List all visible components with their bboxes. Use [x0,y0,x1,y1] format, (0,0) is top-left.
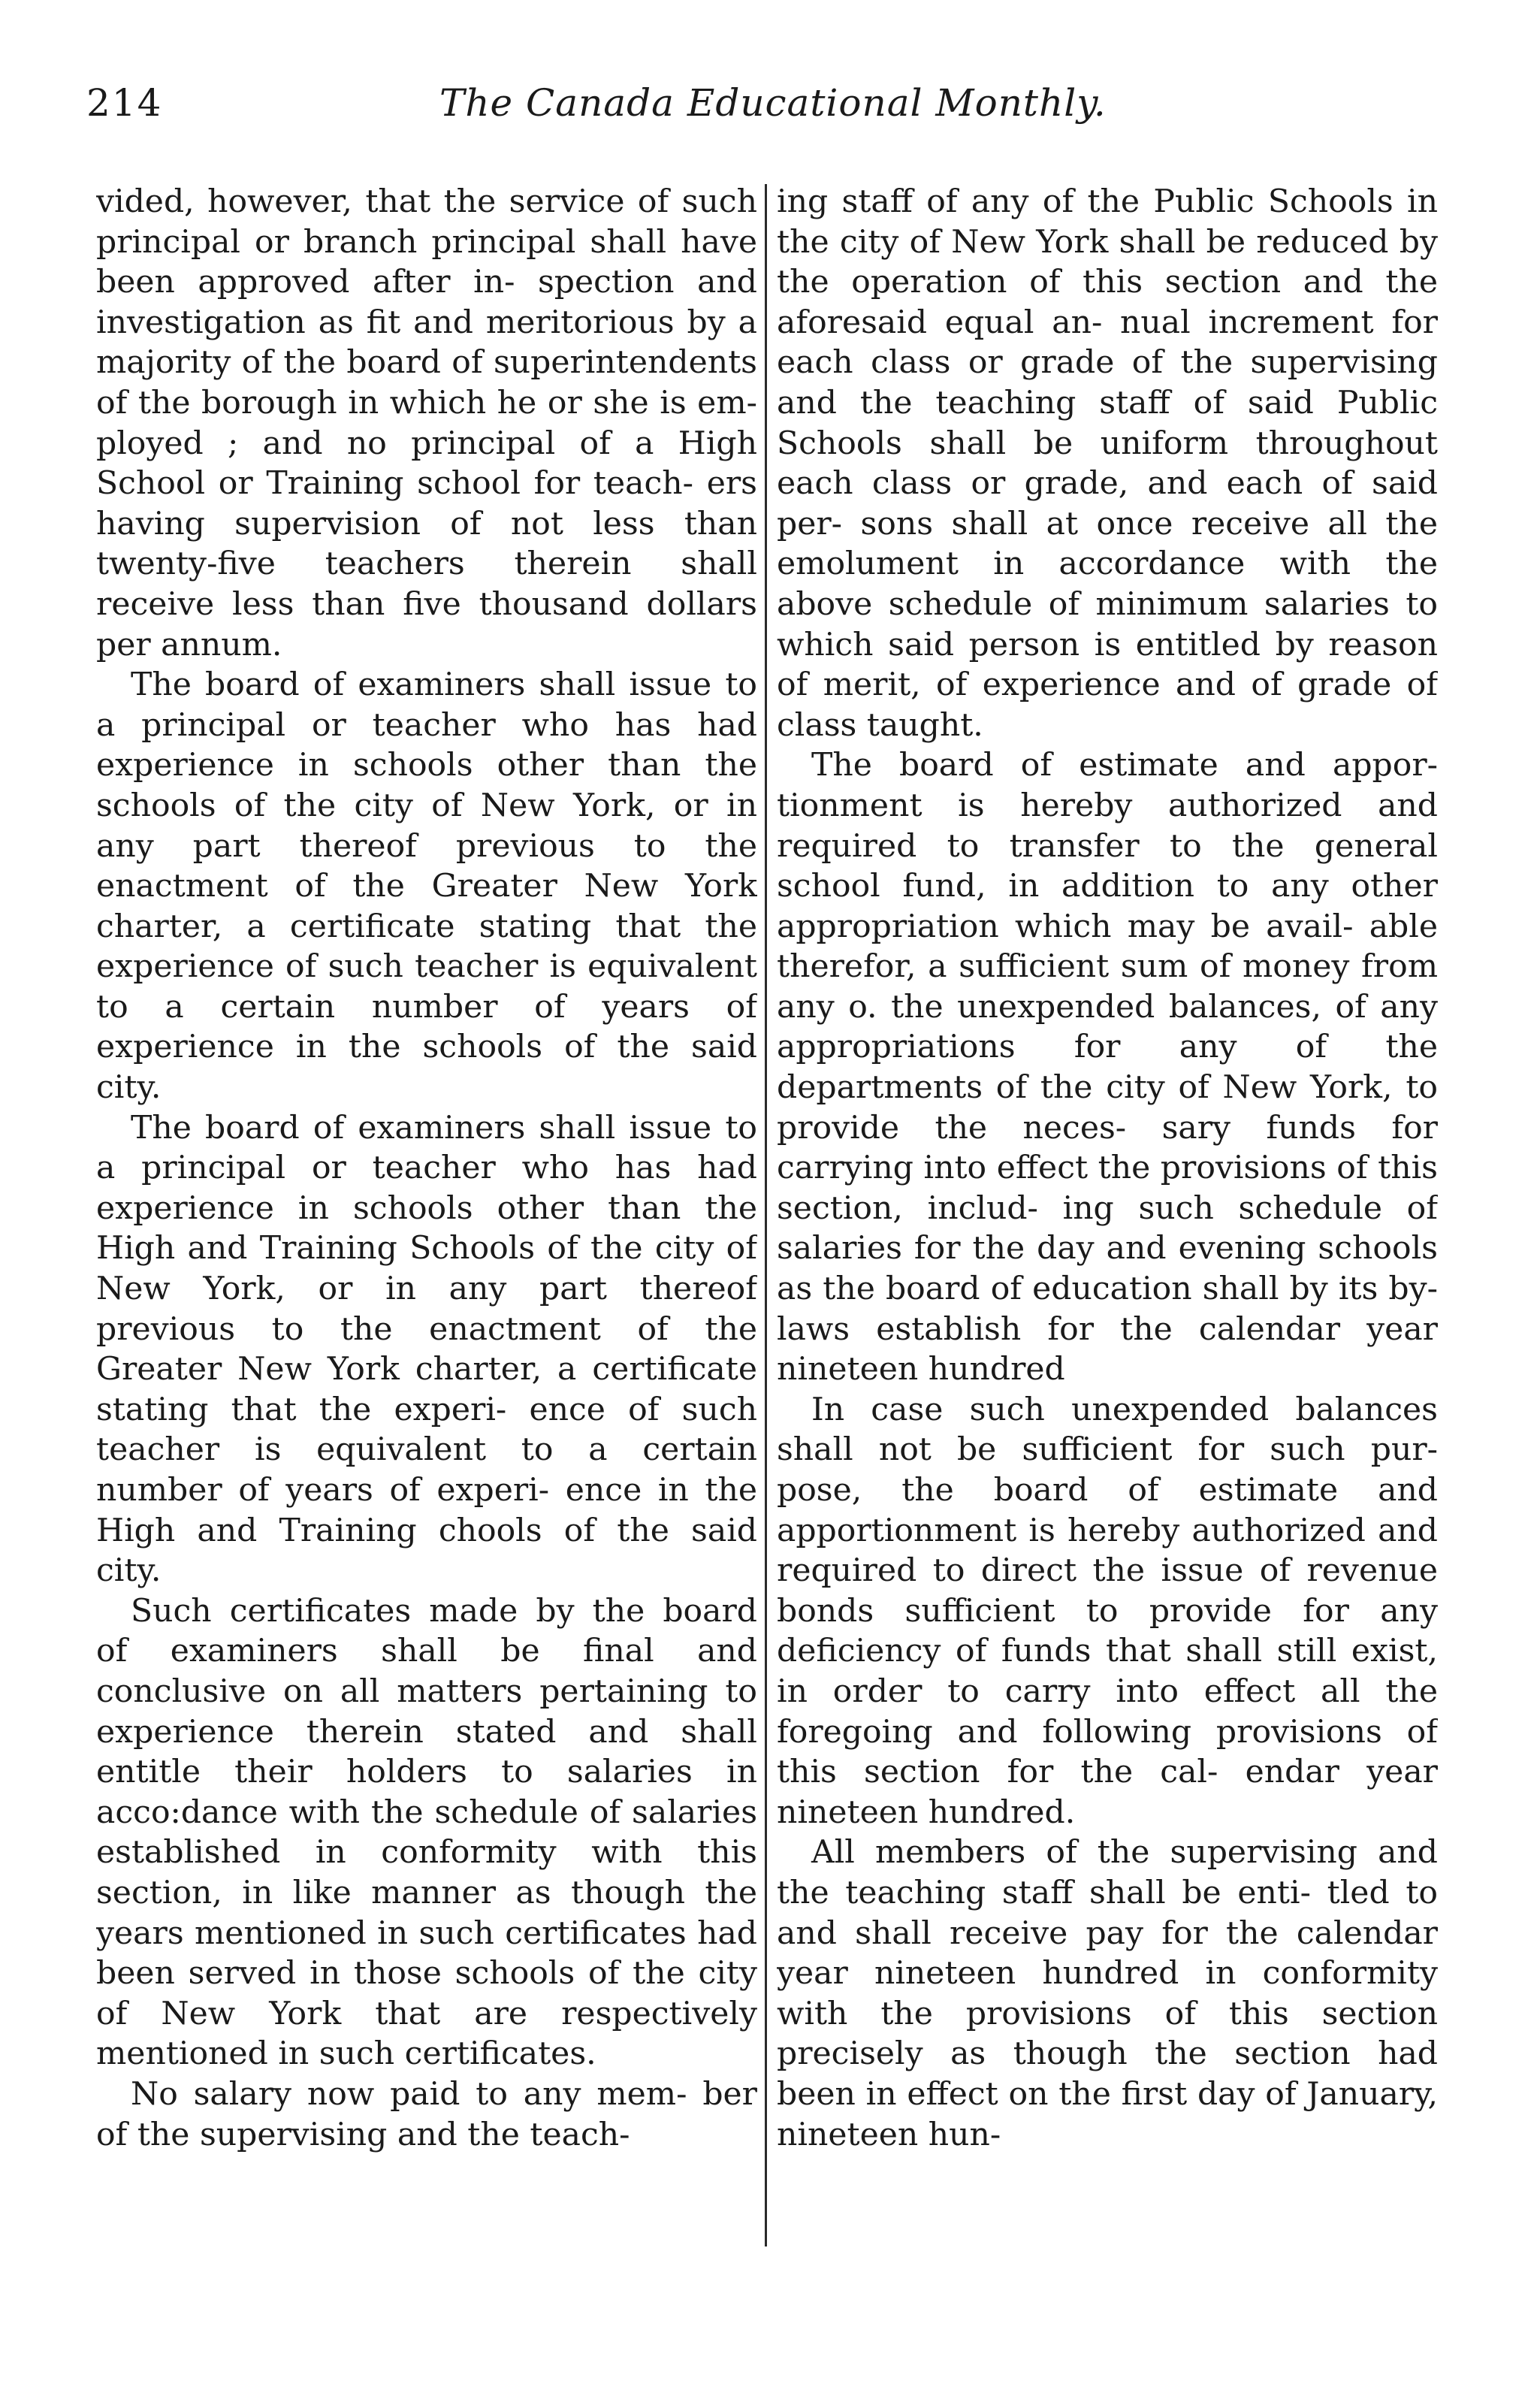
paragraph: All members of the supervising and the teaching staff shall be enti- tled to and shall receive pay for the calendar year nineteen hundred in conformity with the provisions of this section precisely as though the section had been in effect on the first day of January, nineteen hun- [777,1834,1438,2153]
paragraph: The board of examiners shall issue to a principal or teacher who has had experience in schools other than the schools of the city of New York, or in any part thereof previous to the enactment of the Greater New York charter, a certificate stating that the experience of such teacher is equivalent to a certain number of years of experience in the schools of the said city. [96,666,757,1107]
paragraph: In case such unexpended balances shall not be sufficient for such pur- pose, the board of estimate and apportionment is hereby authorized and required to direct the issue of revenue bonds sufficient to provide for any deficiency of funds that shall still exist, in order to carry into effect all the foregoing and following provisions of this section for the cal- endar year nineteen hundred. [777,1391,1438,1831]
paragraph: The board of examiners shall issue to a principal or teacher who has had experience in schools other than the High and Training Schools of the city of New York, or in any part thereof previous to the enactment of the Greater New York charter, a certificate stating that the experi- ence of such teacher is equivalent to a certain number of years of experi- ence in the High and Training chools of the said city. [96,1109,757,1590]
left-column [96,182,757,2256]
right-column [777,182,1438,2256]
paragraph: ing staff of any of the Public Schools in the city of New York shall be reduced by the operation of this section and the aforesaid equal an- nual increment for each class or grade of the supervising and the teaching staff of said Public Schools shall be uniform throughout each class or grade, and each of said per- sons shall at once receive all the emolument in accordance with the above schedule of minimum salaries to which said person is entitled by reason of merit, of experience and of grade of class taught. [777,183,1438,744]
page-number: 214 [86,81,163,125]
paragraph: Such certificates made by the board of examiners shall be final and conclusive on all matters pertaining to experience therein stated and shall entitle their holders to salaries in acco:dance with the schedule of salaries established in conformity with this section, in like manner as though the years mentioned in such certificates had been served in those schools of the city of New York that are respectively mentioned in such certificates. [96,1592,757,2073]
column-rule [765,184,767,2246]
paragraph: No salary now paid to any mem- ber of the supervising and the teach- [96,2075,757,2153]
paragraph: vided, however, that the service of such principal or branch principal shall have been approved after in- spection and investigation as fit and meritorious by a majority of the board of superintendents of the borough in which he or she is em- ployed ; and no principal of a High School or Training school for teach- ers having supervision of not less than twenty-five teachers therein shall receive less than five thousand dollars per annum. [96,183,757,663]
running-header [86,81,1183,141]
paragraph: The board of estimate and appor- tionment is hereby authorized and required to transfer to the general school fund, in addition to any other appropriation which may be avail- able therefor, a sufficient sum of money from any o. the unexpended balances, of any appropriations for any of the departments of the city of New York, to provide the neces- sary funds for carrying into effect the provisions of this section, includ- ing such schedule of salaries for the day and evening schools as the board of education shall by its by- laws establish for the calendar year nineteen hundred [777,747,1438,1388]
running-title: The Canada Educational Monthly. [439,81,1107,125]
